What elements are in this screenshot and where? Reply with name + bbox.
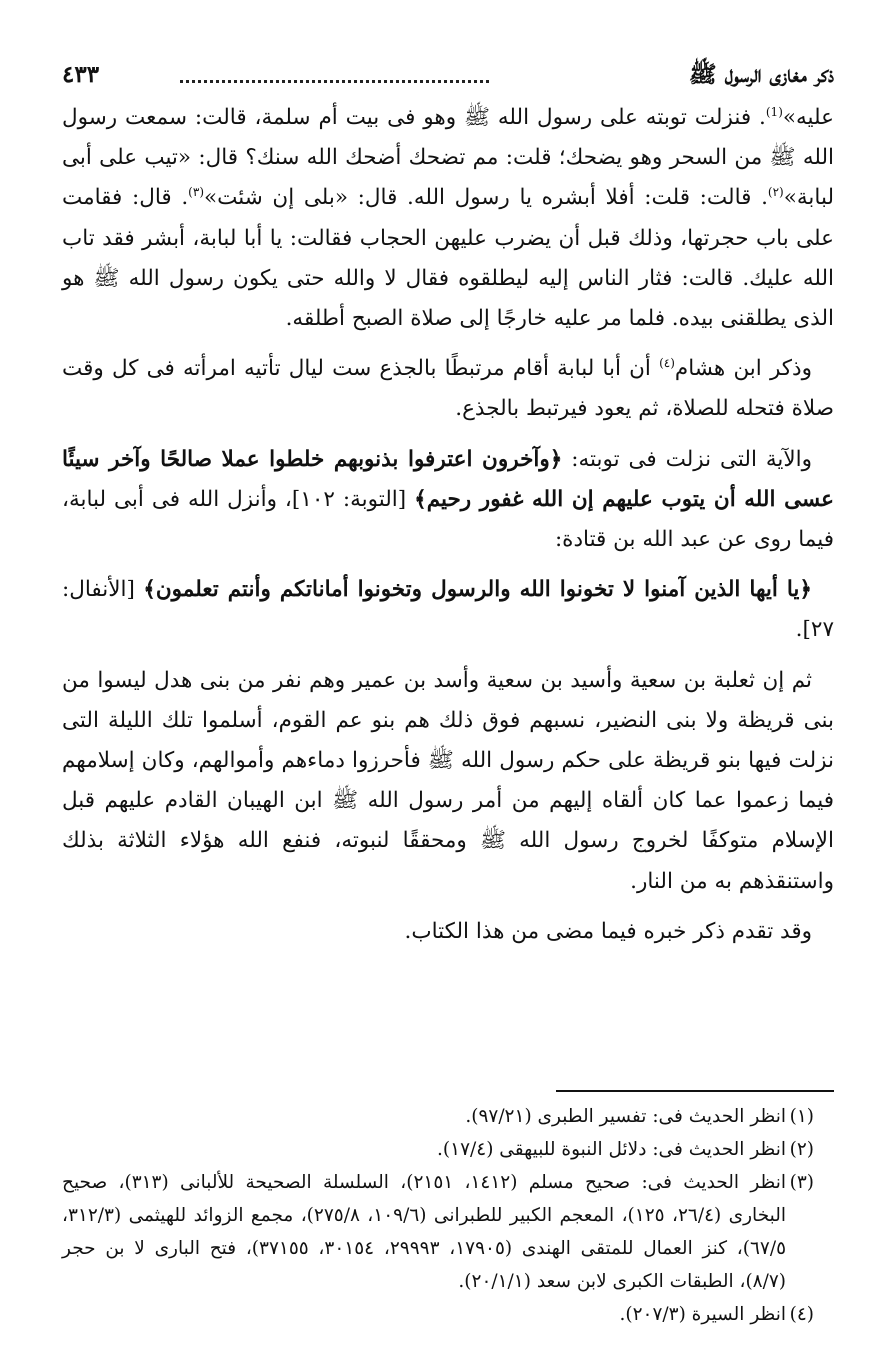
body-paragraph	[62, 349, 834, 429]
paragraph-text: ثم إن ثعلبة بن سعية وأسيد بن سعية وأسد بن عمير وهم نفر من بنى هدل ليسوا من بنى قريظة ولا بنى النضير، نسبهم فوق ذلك هم بنو عم القوم، أسلموا تلك الليلة التى نزلت فيها بنو قريظة على حكم رسول الله ﷺ فأحرزوا دماءهم وأموالهم، وكان إسلامهم فيما زعموا عما كان ألقاه إليهم من أمر رسول الله ﷺ ابن الهيبان القادم عليهم قبل الإسلام متوكفًا لخروج رسول الله ﷺ ومحققًا لنبوته، فنفع الله هؤلاء الثلاثة بذلك واستنقذهم به من النار.	[62, 667, 834, 894]
page-number: ٤٣٣	[62, 61, 100, 88]
main-text	[62, 98, 834, 962]
paragraph-text: وقد تقدم ذكر خبره فيما مضى من هذا الكتاب.	[404, 918, 812, 944]
footnote	[62, 1166, 814, 1298]
paragraph-text: عليه»	[782, 105, 834, 130]
body-paragraph	[62, 570, 834, 650]
footnote-text: انظر الحديث فى: دلائل النبوة للبيهقى (١٧/٤).	[437, 1139, 786, 1160]
quran-verse: ﴿يا أيها الذين آمنوا لا تخونوا الله والرسول وتخونوا أماناتكم وأنتم تعلمون﴾	[143, 577, 812, 603]
running-header	[62, 56, 834, 94]
body-paragraph	[62, 98, 834, 339]
footnote-number: (٤)	[789, 1304, 814, 1325]
header-title: ذكر مغازى الرسول ﷺ	[688, 61, 834, 88]
paragraph-text: . فنزلت توبته على رسول الله ﷺ وهو فى بيت أم سلمة، قالت: سمعت رسول الله ﷺ من السحر وهو يضحك؛ قلت: مم تضحك أضحك الله سنك؟ قال: «تيب على أبى لبابة»	[62, 105, 834, 211]
paragraph-text: [التوبة: ١٠٢]، وأنزل الله فى أبى لبابة، فيما روى عن عبد الله بن قتادة:	[62, 486, 834, 553]
footnote	[62, 1298, 814, 1331]
footnote	[62, 1100, 814, 1133]
footnote-marker: (1)	[765, 104, 783, 119]
footnote-text: انظر الحديث فى: تفسير الطبرى (٩٧/٢١).	[465, 1106, 786, 1127]
footnote	[62, 1133, 814, 1166]
footnote-marker: (٣)	[188, 185, 204, 200]
paragraph-text: أن أبا لبابة أقام مرتبطًا بالجذع ست ليال تأتيه امرأته فى كل وقت صلاة فتحله للصلاة، ثم يعود فيرتبط بالجذع.	[62, 356, 834, 422]
footnote-number: (١)	[789, 1106, 814, 1127]
paragraph-text: . قال: فقامت على باب حجرتها، وذلك قبل أن يضرب عليهن الحجاب فقالت: يا أبا لبابة، أبشر فقد تاب الله عليك. قالت: فثار الناس إليه ليطلقوه فقال لا والله حتى يكون رسول الله ﷺ هو الذى يطلقنى بيده. فلما مر عليه خارجًا إلى صلاة الصبح أطلقه.	[62, 185, 834, 332]
body-paragraph	[62, 661, 834, 902]
paragraph-text: . قالت: قلت: أفلا أبشره يا رسول الله. قال: «بلى إن شئت»	[204, 185, 768, 211]
footnote-separator	[556, 1090, 834, 1092]
footnote-marker: (٤)	[659, 356, 675, 371]
footnote-marker: (٢)	[767, 185, 784, 200]
quran-verse: ﴿وآخرون اعترفوا بذنوبهم خلطوا عملا صالحًا وآخر سيئًا عسى الله أن يتوب عليهم إن الله غفور رحيم﴾	[62, 446, 834, 512]
footnote-number: (٢)	[789, 1139, 814, 1160]
body-paragraph	[62, 440, 834, 561]
footnotes	[62, 1100, 814, 1331]
paragraph-text: والآية التى نزلت فى توبته:	[562, 446, 812, 472]
footnote-number: (٣)	[789, 1172, 814, 1193]
paragraph-text: وذكر ابن هشام	[674, 356, 812, 382]
paragraph-text: [الأنفال: ٢٧].	[62, 577, 834, 643]
header-dot-leader	[180, 68, 489, 83]
footnote-text: انظر السيرة (٢٠٧/٣).	[619, 1304, 786, 1325]
footnote-text: انظر الحديث فى: صحيح مسلم (١٤١٢، ٢١٥١)، السلسلة الصحيحة للألبانى (٣١٣)، صحيح البخارى (٢٦/٤، ١٢٥)، المعجم الكبير للطبرانى (١٠٩/٦، ٢٧٥/٨)، مجمع الزوائد للهيثمى (٣١٢/٣، ٦٧/٥)، كنز العمال للمتقى الهندى (١٧٩٠٥، ٢٩٩٩٣، ٣٠١٥٤، ٣٧١٥٥)، فتح البارى لا بن حجر (٨/٧)، الطبقات الكبرى لابن سعد (٢٠/١/١).	[62, 1172, 787, 1292]
body-paragraph	[62, 912, 834, 952]
